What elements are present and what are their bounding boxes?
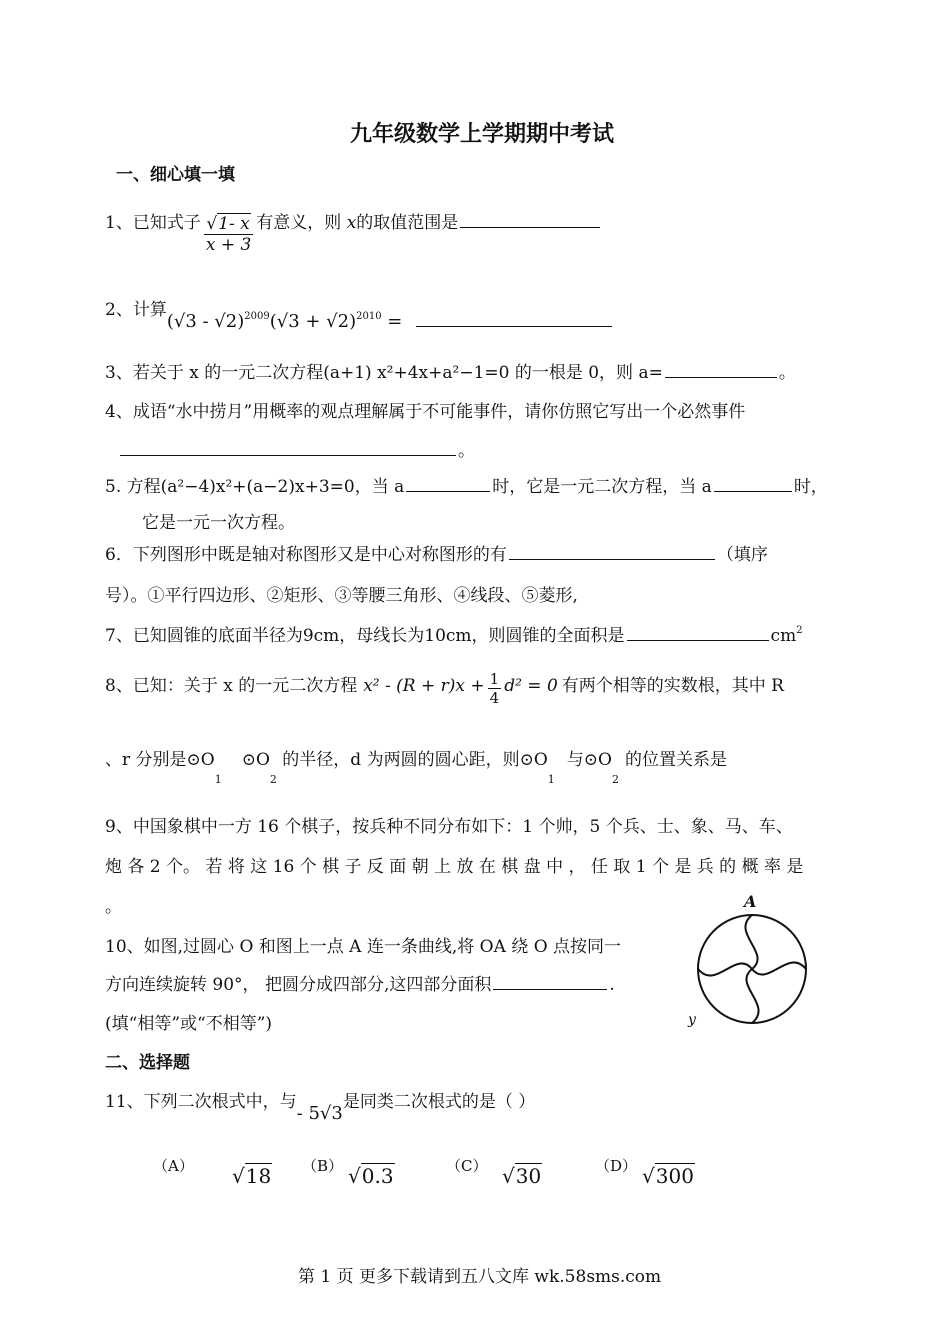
q4-answer-blank[interactable] [120,454,456,456]
q3-answer-blank[interactable] [665,376,777,378]
q8-expression: x² - (R + r)x + [363,676,485,696]
q1-variable: x [346,213,357,233]
question-9-line-3: 。 [105,897,122,917]
q8-text: 8、已知：关于 x 的一元二次方程 [105,676,358,696]
q2-expression-2: (√3 + √2) [269,311,357,332]
q2-expression-1: (√3 - √2) [166,311,245,332]
q11-option-c-label[interactable]: （C） [446,1157,488,1175]
q10-end: . [609,975,615,995]
q10-circle-figure [690,895,820,1035]
q8-fraction: $\frac{1}{4}$ [489,670,500,707]
q11-prefix: 11、下列二次根式中，与 [105,1092,297,1112]
q7-answer-blank[interactable] [627,639,769,641]
q1-suffix-2: 的取值范围是 [356,213,459,233]
q8-line2-c: 的半径，d 为两圆的圆心距，则⊙O [276,750,548,770]
question-10-line-2 [105,970,615,995]
figure-curve-2 [752,962,806,974]
question-7 [105,621,803,646]
question-9-line-2: 炮 各 2 个。 若 将 这 16 个 棋 子 反 面 朝 上 放 在 棋 盘 中 ， 任 取 1 个 是 兵 的 概 率 是 [105,857,804,877]
q2-equals: = [381,311,403,332]
q7-unit: cm [770,626,797,646]
q2-exponent-1: 2009 [244,311,270,322]
question-6-line-2: 号）。①平行四边形、②矩形、③等腰三角形、④线段、⑤菱形, [105,586,578,606]
q1-fraction: $\frac{√1- x}{x + 3}$ [205,214,252,255]
figure-label-a: A [744,892,757,911]
q11-option-c-value[interactable]: √30 [502,1164,542,1188]
q2-exponent-2: 2010 [356,311,382,322]
q11-expression: - 5√3 [296,1103,343,1124]
q11-option-a-label[interactable]: （A） [153,1157,194,1175]
q2-answer-blank[interactable] [416,325,612,327]
q8-line2-d: 与⊙O [566,750,612,770]
page-title: 九年级数学上学期期中考试 [350,122,615,147]
question-5 [105,472,828,497]
q1-denominator: x + 3 [205,235,252,255]
q10-text: 方向连续旋转 90°， 把圆分成四部分,这四部分面积 [105,975,492,995]
question-10: 10、如图,过圆心 O 和图上一点 A 连一条曲线,将 OA 绕 O 点按同一 [105,937,622,957]
question-4-line-2 [118,436,475,461]
question-9: 9、中国象棋中一方 16 个棋子，按兵种不同分布如下：1 个帅，5 个兵、士、象、马、车、 [105,817,793,837]
q4-end: 。 [458,441,475,461]
figure-curve-4 [698,963,752,975]
q8-line2-b: ⊙O [241,750,270,770]
q2-prefix: 2、计算 [105,300,167,320]
q6-answer-blank[interactable] [509,558,715,560]
q8-subscript-2: 2 [269,773,277,786]
q8-expression-2: d² = 0 [504,676,558,696]
question-5-line-2: 它是一元一次方程。 [142,513,295,533]
q6-text: 6．下列图形中既是轴对称图形又是中心对称图形的有 [105,545,507,565]
q11-option-b-label[interactable]: （B） [302,1157,344,1175]
q5-answer-blank-2[interactable] [714,490,792,492]
q3-end: 。 [778,363,796,383]
q8-line2-e: 的位置关系是 [624,750,727,770]
q11-option-d-label[interactable]: （D） [595,1157,638,1175]
section-heading-choice: 二、选择题 [105,1053,190,1073]
q5-text-c: 时， [793,477,828,497]
figure-curve-3 [746,969,758,1023]
q10-answer-blank[interactable] [493,988,607,990]
q1-answer-blank[interactable] [460,226,600,228]
q5-text-a: 5. 方程(a²−4)x²+(a−2)x+3=0，当 a [105,477,405,497]
question-8 [105,670,784,707]
q8-subscript-3: 1 [547,773,555,786]
q4-text: 4、成语“水中捞月”用概率的观点理解属于不可能事件，请你仿照它写出一个必然事件 [105,402,746,422]
q8-subscript-4: 2 [611,773,619,786]
q6-text-b: （填序 [716,545,768,565]
q11-suffix: 是同类二次根式的是（ ） [342,1092,536,1112]
question-4 [105,397,745,422]
question-2 [105,295,614,332]
question-11 [105,1087,536,1124]
q8-line2-a: 、r 分别是⊙O [105,750,215,770]
q1-prefix: 1、已知式子 [105,213,201,233]
figure-curve-1 [745,915,757,969]
figure-label-y: y [688,1012,696,1028]
q8-subscript-1: 1 [214,773,222,786]
q7-text: 7、已知圆锥的底面半径为9cm，母线长为10cm，则圆锥的全面积是 [105,626,625,646]
q1-suffix: 有意义，则 [256,213,347,233]
question-8-line-2 [105,745,727,786]
q8-suffix: 有两个相等的实数根，其中 R [561,676,784,696]
section-heading-fill-in: 一、细心填一填 [116,165,235,185]
q11-option-a-value[interactable]: √18 [232,1164,272,1188]
q11-option-b-value[interactable]: √0.3 [348,1164,394,1188]
q5-text-b: 时，它是一元二次方程，当 a [492,477,712,497]
q3-text: 3、若关于 x 的一元二次方程(a+1) x²+4x+a²−1=0 的一根是 0，则 a= [105,363,663,383]
question-10-line-3: (填“相等”或“不相等”) [105,1014,273,1034]
q7-unit-exponent: 2 [796,625,803,636]
q5-answer-blank-1[interactable] [406,490,490,492]
question-3 [105,358,796,383]
q11-option-d-value[interactable]: √300 [642,1164,694,1188]
question-6 [105,540,768,565]
q1-radicand: 1- x [218,214,250,234]
page-footer: 第 1 页 更多下载请到五八文库 wk.58sms.com [298,1267,662,1287]
question-1 [105,208,602,255]
